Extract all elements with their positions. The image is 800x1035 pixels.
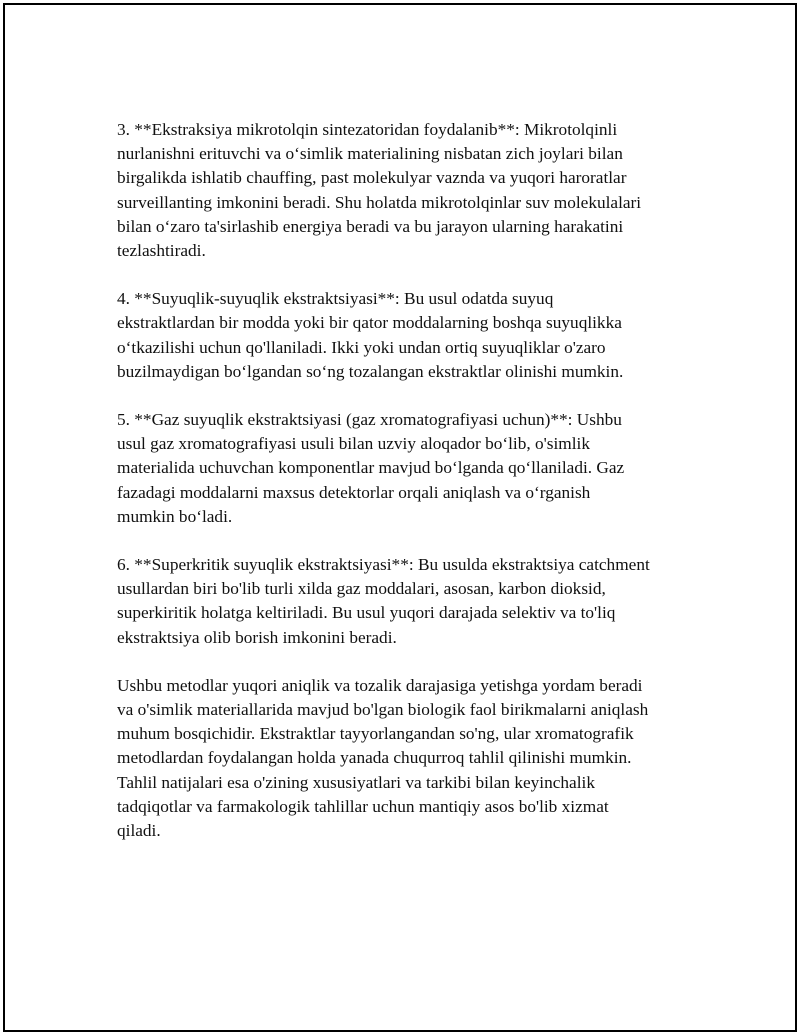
paragraph xyxy=(117,118,697,263)
paragraph xyxy=(117,674,697,843)
text-line: va o'simlik materiallarida mavjud bo'lgan biologik faol birikmalarni aniqlash xyxy=(117,700,649,720)
text-line: bilan o‘zaro ta'sirlashib energiya beradi va bu jarayon ularning harakatini xyxy=(117,216,624,236)
text-line: Tahlil natijalari esa o'zining xususiyatlari va tarkibi bilan keyinchalik xyxy=(117,772,595,792)
text-line: fazadagi moddalarni maxsus detektorlar orqali aniqlash va o‘rganish xyxy=(117,482,591,502)
text-line: materialida uchuvchan komponentlar mavjud bo‘lganda qo‘llaniladi. Gaz xyxy=(117,458,625,478)
text-line: qiladi. xyxy=(117,821,161,841)
text-line: metodlardan foydalangan holda yanada chuqurroq tahlil qilinishi mumkin. xyxy=(117,748,632,768)
paragraph xyxy=(117,287,697,384)
text-line: 4. **Suyuqlik-suyuqlik ekstraktsiyasi**: Bu usul odatda suyuq xyxy=(117,289,554,309)
text-line: nurlanishni erituvchi va o‘simlik materialining nisbatan zich joylari bilan xyxy=(117,144,623,164)
text-line: mumkin bo‘ladi. xyxy=(117,506,233,526)
paragraph xyxy=(117,408,697,529)
document-body xyxy=(117,118,697,867)
paragraph xyxy=(117,553,697,650)
text-line: 6. **Superkritik suyuqlik ekstraktsiyasi**: Bu usulda ekstraktsiya catchment xyxy=(117,555,650,575)
text-line: usullardan biri bo'lib turli xilda gaz moddalari, asosan, karbon dioksid, xyxy=(117,579,606,599)
text-line: usul gaz xromatografiyasi usuli bilan uzviy aloqador bo‘lib, o'simlik xyxy=(117,434,590,454)
text-line: o‘tkazilishi uchun qo'llaniladi. Ikki yoki undan ortiq suyuqliklar o'zaro xyxy=(117,337,606,357)
text-line: ekstraktsiya olib borish imkonini beradi. xyxy=(117,627,397,647)
text-line: tadqiqotlar va farmakologik tahlillar uchun mantiqiy asos bo'lib xizmat xyxy=(117,796,609,816)
text-line: Ushbu metodlar yuqori aniqlik va tozalik darajasiga yetishga yordam beradi xyxy=(117,675,643,695)
text-line: surveillanting imkonini beradi. Shu holatda mikrotolqinlar suv molekulalari xyxy=(117,192,642,212)
text-line: tezlashtiradi. xyxy=(117,241,206,261)
text-line: ekstraktlardan bir modda yoki bir qator moddalarning boshqa suyuqlikka xyxy=(117,313,622,333)
text-line: buzilmaydigan bo‘lgandan so‘ng tozalangan ekstraktlar olinishi mumkin. xyxy=(117,361,624,381)
text-line: superkiritik holatga keltiriladi. Bu usul yuqori darajada selektiv va to'liq xyxy=(117,603,616,623)
text-line: muhum bosqichidir. Ekstraktlar tayyorlangandan so'ng, ular xromatografik xyxy=(117,724,634,744)
text-line: 3. **Ekstraksiya mikrotolqin sintezatoridan foydalanib**: Mikrotolqinli xyxy=(117,120,618,139)
text-line: birgalikda ishlatib chauffing, past molekulyar vaznda va yuqori haroratlar xyxy=(117,168,627,188)
text-line: 5. **Gaz suyuqlik ekstraktsiyasi (gaz xromatografiyasi uchun)**: Ushbu xyxy=(117,410,622,430)
